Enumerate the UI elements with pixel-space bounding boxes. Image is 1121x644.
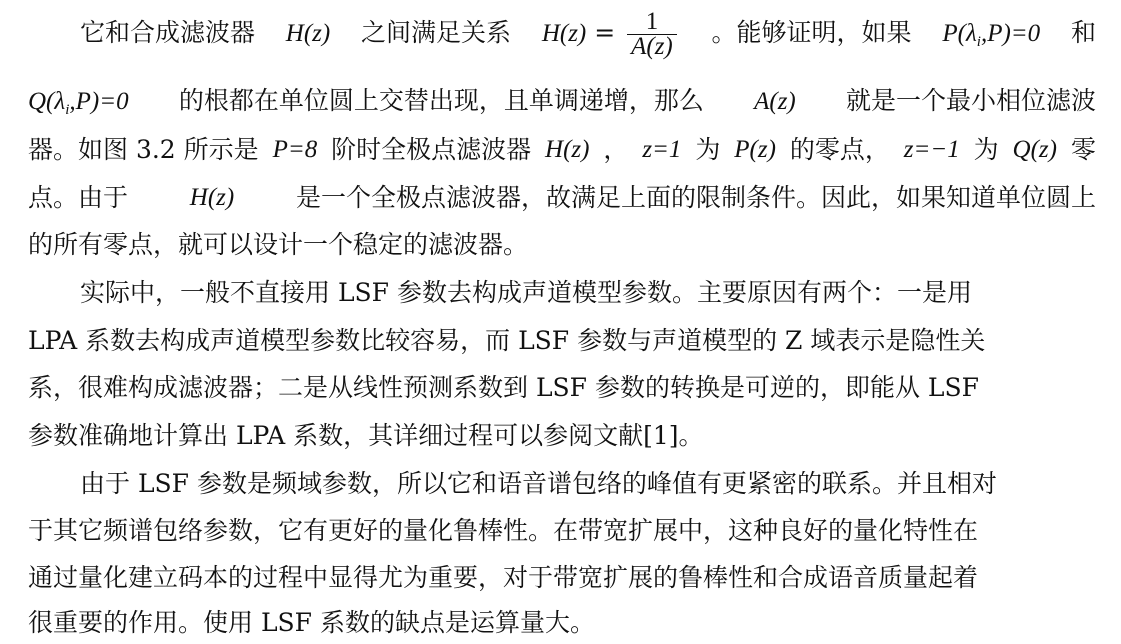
paragraph-1-line-5: 的所有零点，就可以设计一个稳定的滤波器。 [28, 230, 529, 259]
math-symbol: H(z) [285, 20, 331, 47]
text-segment: ， [603, 135, 629, 164]
paragraph-2-line-2: LPA 系数去构成声道模型参数比较容易，而 LSF 参数与声道模型的 Z 域表示是隐性关 [28, 326, 986, 355]
math-subscript: i [65, 102, 70, 118]
math-symbol: H(z) [545, 136, 590, 163]
text-segment: 的根都在单位圆上交替出现，且单调递增，那么 [178, 86, 704, 115]
math-symbol: Q(λ [28, 88, 66, 115]
math-az [754, 86, 796, 118]
paragraph-1-line-1 [80, 8, 1096, 58]
math-symbol: z=−1 [903, 136, 960, 163]
math-symbol: ,P)=0 [69, 88, 129, 115]
math-p-lambda [942, 8, 1040, 58]
math-symbol: H(z) [541, 20, 587, 47]
fraction-numerator: 1 [627, 10, 677, 35]
paragraph-2-line-4: 参数准确地计算出 LPA 系数，其详细过程可以参阅文献[1]。 [28, 421, 704, 450]
paragraph-3-line-1: 由于 LSF 参数是频域参数，所以它和语音谱包络的峰值有更紧密的联系。并且相对 [80, 469, 997, 498]
text-segment: 器。如图 3.2 所示是 [28, 135, 259, 164]
text-segment: 的零点， [789, 135, 890, 164]
math-symbol: P(λ [942, 20, 977, 47]
math-subscript: i [976, 34, 981, 50]
text-segment: 阶时全极点滤波器 [331, 135, 532, 164]
text-segment: 为 [695, 135, 721, 164]
math-equation-hz-fraction [542, 8, 681, 58]
math-symbol: Q(z) [1012, 136, 1057, 163]
math-fraction [627, 10, 677, 59]
text-segment: 和 [1070, 18, 1096, 47]
math-symbol: H(z) [189, 184, 235, 211]
paragraph-3-line-2: 于其它频谱包络参数，它有更好的量化鲁棒性。在带宽扩展中，这种良好的量化特性在 [28, 516, 979, 545]
text-segment: 点。由于 [28, 183, 129, 212]
text-segment: 就是一个最小相位滤波 [845, 86, 1096, 115]
paragraph-3-line-3: 通过量化建立码本的过程中显得尤为重要，对于带宽扩展的鲁棒性和合成语音质量起着 [28, 563, 979, 592]
paragraph-3-line-4: 很重要的作用。使用 LSF 系数的缺点是运算量大。 [28, 608, 595, 637]
paragraph-1-line-4 [28, 183, 1096, 215]
text-segment: 零 [1070, 135, 1096, 164]
text-segment: 是一个全极点滤波器，故满足上面的限制条件。因此，如果知道单位圆上 [295, 183, 1096, 212]
fraction-denominator: A(z) [631, 33, 673, 60]
text-segment: 为 [973, 135, 999, 164]
math-symbol: A(z) [754, 88, 796, 115]
math-q-lambda [28, 86, 129, 118]
paragraph-1-line-3 [28, 135, 1096, 167]
text-segment: 。能够证明，如果 [711, 18, 912, 47]
math-hz [286, 8, 330, 58]
paragraph-2-line-1: 实际中，一般不直接用 LSF 参数去构成声道模型参数。主要原因有两个：一是用 [80, 278, 972, 307]
math-symbol: z=1 [642, 136, 682, 163]
text-segment: 它和合成滤波器 [80, 18, 256, 47]
math-symbol: P(z) [734, 136, 776, 163]
math-symbol: ,P)=0 [980, 20, 1041, 47]
text-segment: 之间满足关系 [361, 18, 512, 47]
paragraph-1-line-2 [28, 86, 1096, 118]
paragraph-2-line-3: 系，很难构成滤波器；二是从线性预测系数到 LSF 参数的转换是可逆的，即能从 LSF [28, 373, 979, 402]
math-equals: = [594, 18, 616, 47]
math-symbol: P=8 [272, 136, 318, 163]
